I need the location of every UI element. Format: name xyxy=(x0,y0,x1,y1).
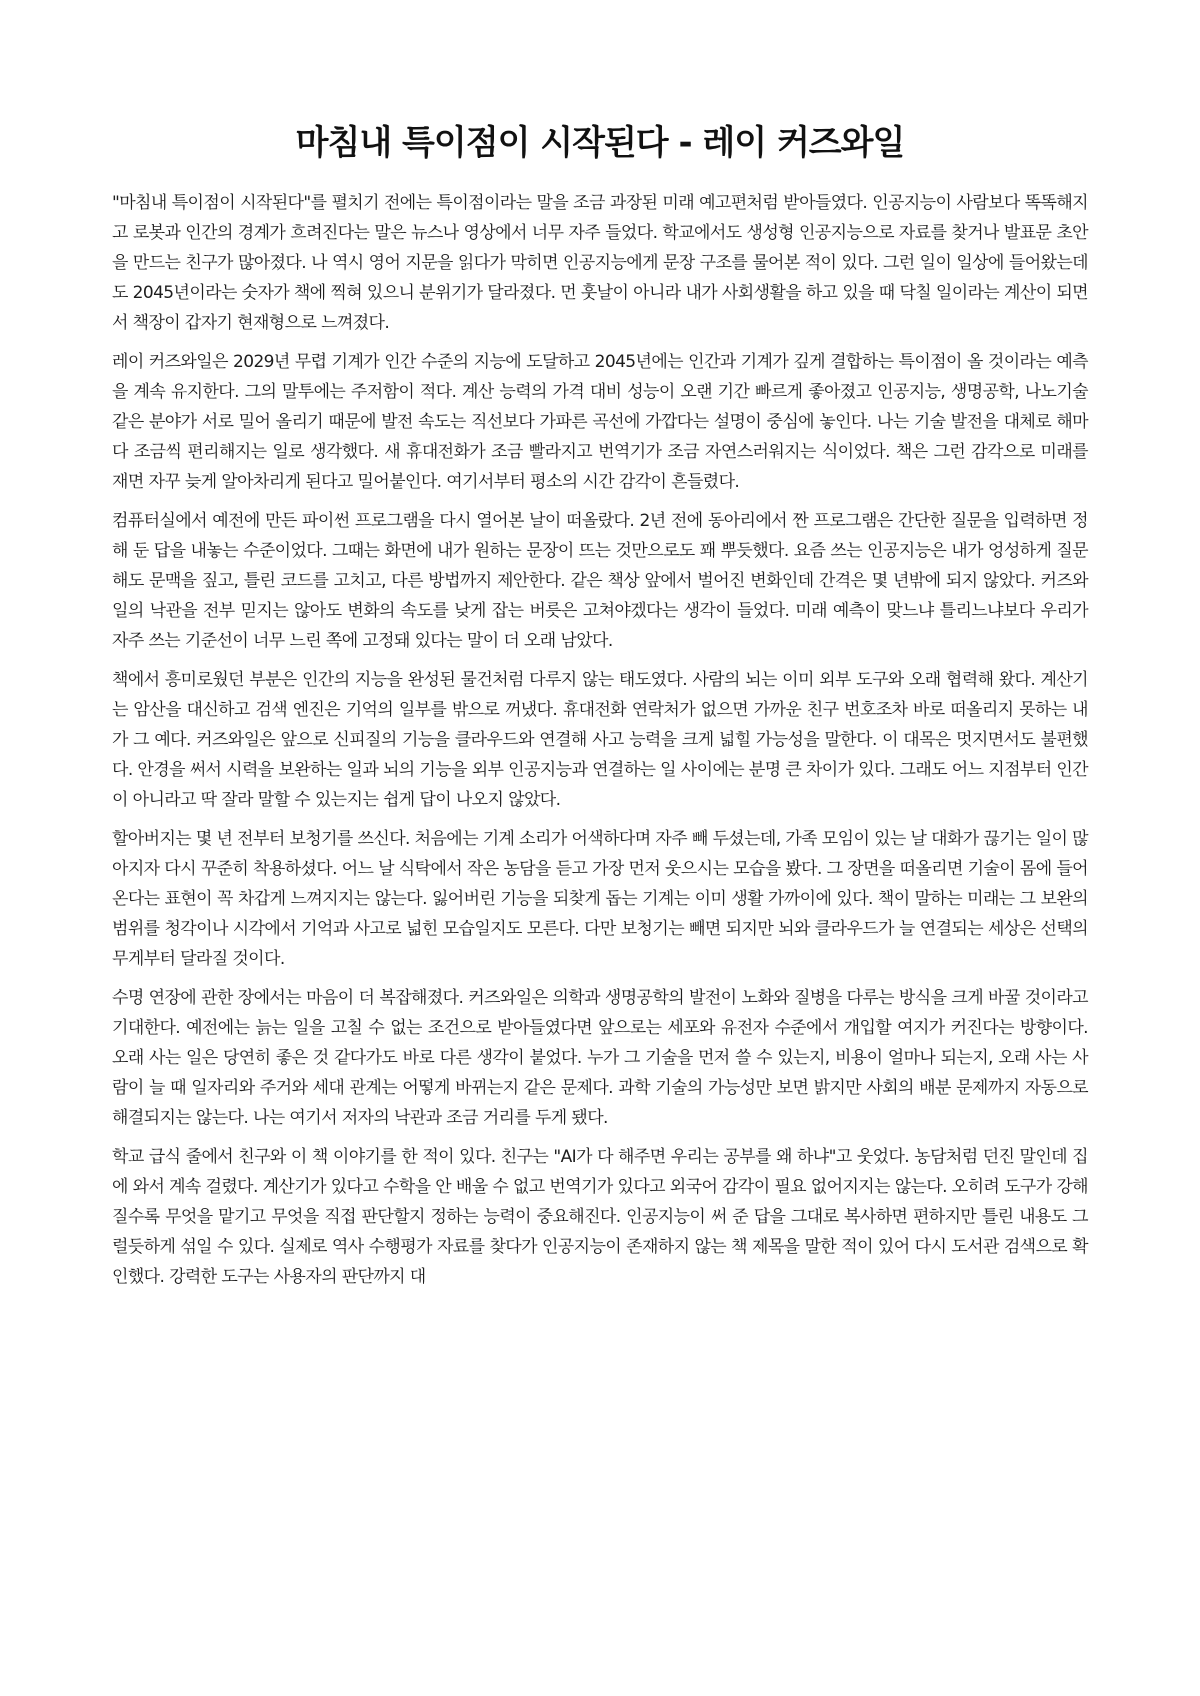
paragraph-1: "마침내 특이점이 시작된다"를 펼치기 전에는 특이점이라는 말을 조금 과장된 미래 예고편처럼 받아들였다. 인공지능이 사람보다 똑똑해지고 로봇과 인간의 경계가 흐려진다는 말은 뉴스나 영상에서 너무 자주 들었다. 학교에서도 생성형 인공지능으로 자료를 찾거나 발표문 초안을 만드는 친구가 많아졌다. 나 역시 영어 지문을 읽다가 막히면 인공지능에게 문장 구조를 물어본 적이 있다. 그런 일이 일상에 들어왔는데도 2045년이라는 숫자가 책에 찍혀 있으니 분위기가 달라졌다. 먼 훗날이 아니라 내가 사회생활을 하고 있을 때 닥칠 일이라는 계산이 되면서 책장이 갑자기 현재형으로 느껴졌다. xyxy=(112,193,1088,333)
paragraph-2: 레이 커즈와일은 2029년 무렵 기계가 인간 수준의 지능에 도달하고 2045년에는 인간과 기계가 깊게 결합하는 특이점이 올 것이라는 예측을 계속 유지한다. 그의 말투에는 주저함이 적다. 계산 능력의 가격 대비 성능이 오랜 기간 빠르게 좋아졌고 인공지능, 생명공학, 나노기술 같은 분야가 서로 밀어 올리기 때문에 발전 속도는 직선보다 가파른 곡선에 가깝다는 설명이 중심에 놓인다. 나는 기술 발전을 대체로 해마다 조금씩 편리해지는 일로 생각했다. 새 휴대전화가 조금 빨라지고 번역기가 조금 자연스러워지는 식이었다. 책은 그런 감각으로 미래를 재면 자꾸 늦게 알아차리게 된다고 밀어붙인다. 여기서부터 평소의 시간 감각이 흔들렸다. xyxy=(112,352,1088,492)
paragraph-5: 할아버지는 몇 년 전부터 보청기를 쓰신다. 처음에는 기계 소리가 어색하다며 자주 빼 두셨는데, 가족 모임이 있는 날 대화가 끊기는 일이 많아지자 다시 꾸준히 착용하셨다. 어느 날 식탁에서 작은 농담을 듣고 가장 먼저 웃으시는 모습을 봤다. 그 장면을 떠올리면 기술이 몸에 들어온다는 표현이 꼭 차갑게 느껴지지는 않는다. 잃어버린 기능을 되찾게 돕는 기계는 이미 생활 가까이에 있다. 책이 말하는 미래는 그 보완의 범위를 청각이나 시각에서 기억과 사고로 넓힌 모습일지도 모른다. 다만 보청기는 빼면 되지만 뇌와 클라우드가 늘 연결되는 세상은 선택의 무게부터 달라질 것이다. xyxy=(112,829,1088,969)
paragraph-4: 책에서 흥미로웠던 부분은 인간의 지능을 완성된 물건처럼 다루지 않는 태도였다. 사람의 뇌는 이미 외부 도구와 오래 협력해 왔다. 계산기는 암산을 대신하고 검색 엔진은 기억의 일부를 밖으로 꺼냈다. 휴대전화 연락처가 없으면 가까운 친구 번호조차 바로 떠올리지 못하는 내가 그 예다. 커즈와일은 앞으로 신피질의 기능을 클라우드와 연결해 사고 능력을 크게 넓힐 가능성을 말한다. 이 대목은 멋지면서도 불편했다. 안경을 써서 시력을 보완하는 일과 뇌의 기능을 외부 인공지능과 연결하는 일 사이에는 분명 큰 차이가 있다. 그래도 어느 지점부터 인간이 아니라고 딱 잘라 말할 수 있는지는 쉽게 답이 나오지 않았다. xyxy=(112,670,1088,810)
paragraph-3: 컴퓨터실에서 예전에 만든 파이썬 프로그램을 다시 열어본 날이 떠올랐다. 2년 전에 동아리에서 짠 프로그램은 간단한 질문을 입력하면 정해 둔 답을 내놓는 수준이었다. 그때는 화면에 내가 원하는 문장이 뜨는 것만으로도 꽤 뿌듯했다. 요즘 쓰는 인공지능은 내가 엉성하게 질문해도 문맥을 짚고, 틀린 코드를 고치고, 다른 방법까지 제안한다. 같은 책상 앞에서 벌어진 변화인데 간격은 몇 년밖에 되지 않았다. 커즈와일의 낙관을 전부 믿지는 않아도 변화의 속도를 낮게 잡는 버릇은 고쳐야겠다는 생각이 들었다. 미래 예측이 맞느냐 틀리느냐보다 우리가 자주 쓰는 기준선이 너무 느린 쪽에 고정돼 있다는 말이 더 오래 남았다. xyxy=(112,511,1088,651)
paragraph-7: 학교 급식 줄에서 친구와 이 책 이야기를 한 적이 있다. 친구는 "AI가 다 해주면 우리는 공부를 왜 하냐"고 웃었다. 농담처럼 던진 말인데 집에 와서 계속 걸렸다. 계산기가 있다고 수학을 안 배울 수 없고 번역기가 있다고 외국어 감각이 필요 없어지지는 않는다. 오히려 도구가 강해질수록 무엇을 맡기고 무엇을 직접 판단할지 정하는 능력이 중요해진다. 인공지능이 써 준 답을 그대로 복사하면 편하지만 틀린 내용도 그럴듯하게 섞일 수 있다. 실제로 역사 수행평가 자료를 찾다가 인공지능이 존재하지 않는 책 제목을 말한 적이 있어 다시 도서관 검색으로 확인했다. 강력한 도구는 사용자의 판단까지 대 xyxy=(112,1147,1088,1287)
document-page xyxy=(112,118,1088,1301)
paragraph-6: 수명 연장에 관한 장에서는 마음이 더 복잡해졌다. 커즈와일은 의학과 생명공학의 발전이 노화와 질병을 다루는 방식을 크게 바꿀 것이라고 기대한다. 예전에는 늙는 일을 고칠 수 없는 조건으로 받아들였다면 앞으로는 세포와 유전자 수준에서 개입할 여지가 커진다는 방향이다. 오래 사는 일은 당연히 좋은 것 같다가도 바로 다른 생각이 붙었다. 누가 그 기술을 먼저 쓸 수 있는지, 비용이 얼마나 되는지, 오래 사는 사람이 늘 때 일자리와 주거와 세대 관계는 어떻게 바뀌는지 같은 문제다. 과학 기술의 가능성만 보면 밝지만 사회의 배분 문제까지 자동으로 해결되지는 않는다. 나는 여기서 저자의 낙관과 조금 거리를 두게 됐다. xyxy=(112,988,1088,1128)
document-title: 마침내 특이점이 시작된다 - 레이 커즈와일 xyxy=(295,123,905,163)
